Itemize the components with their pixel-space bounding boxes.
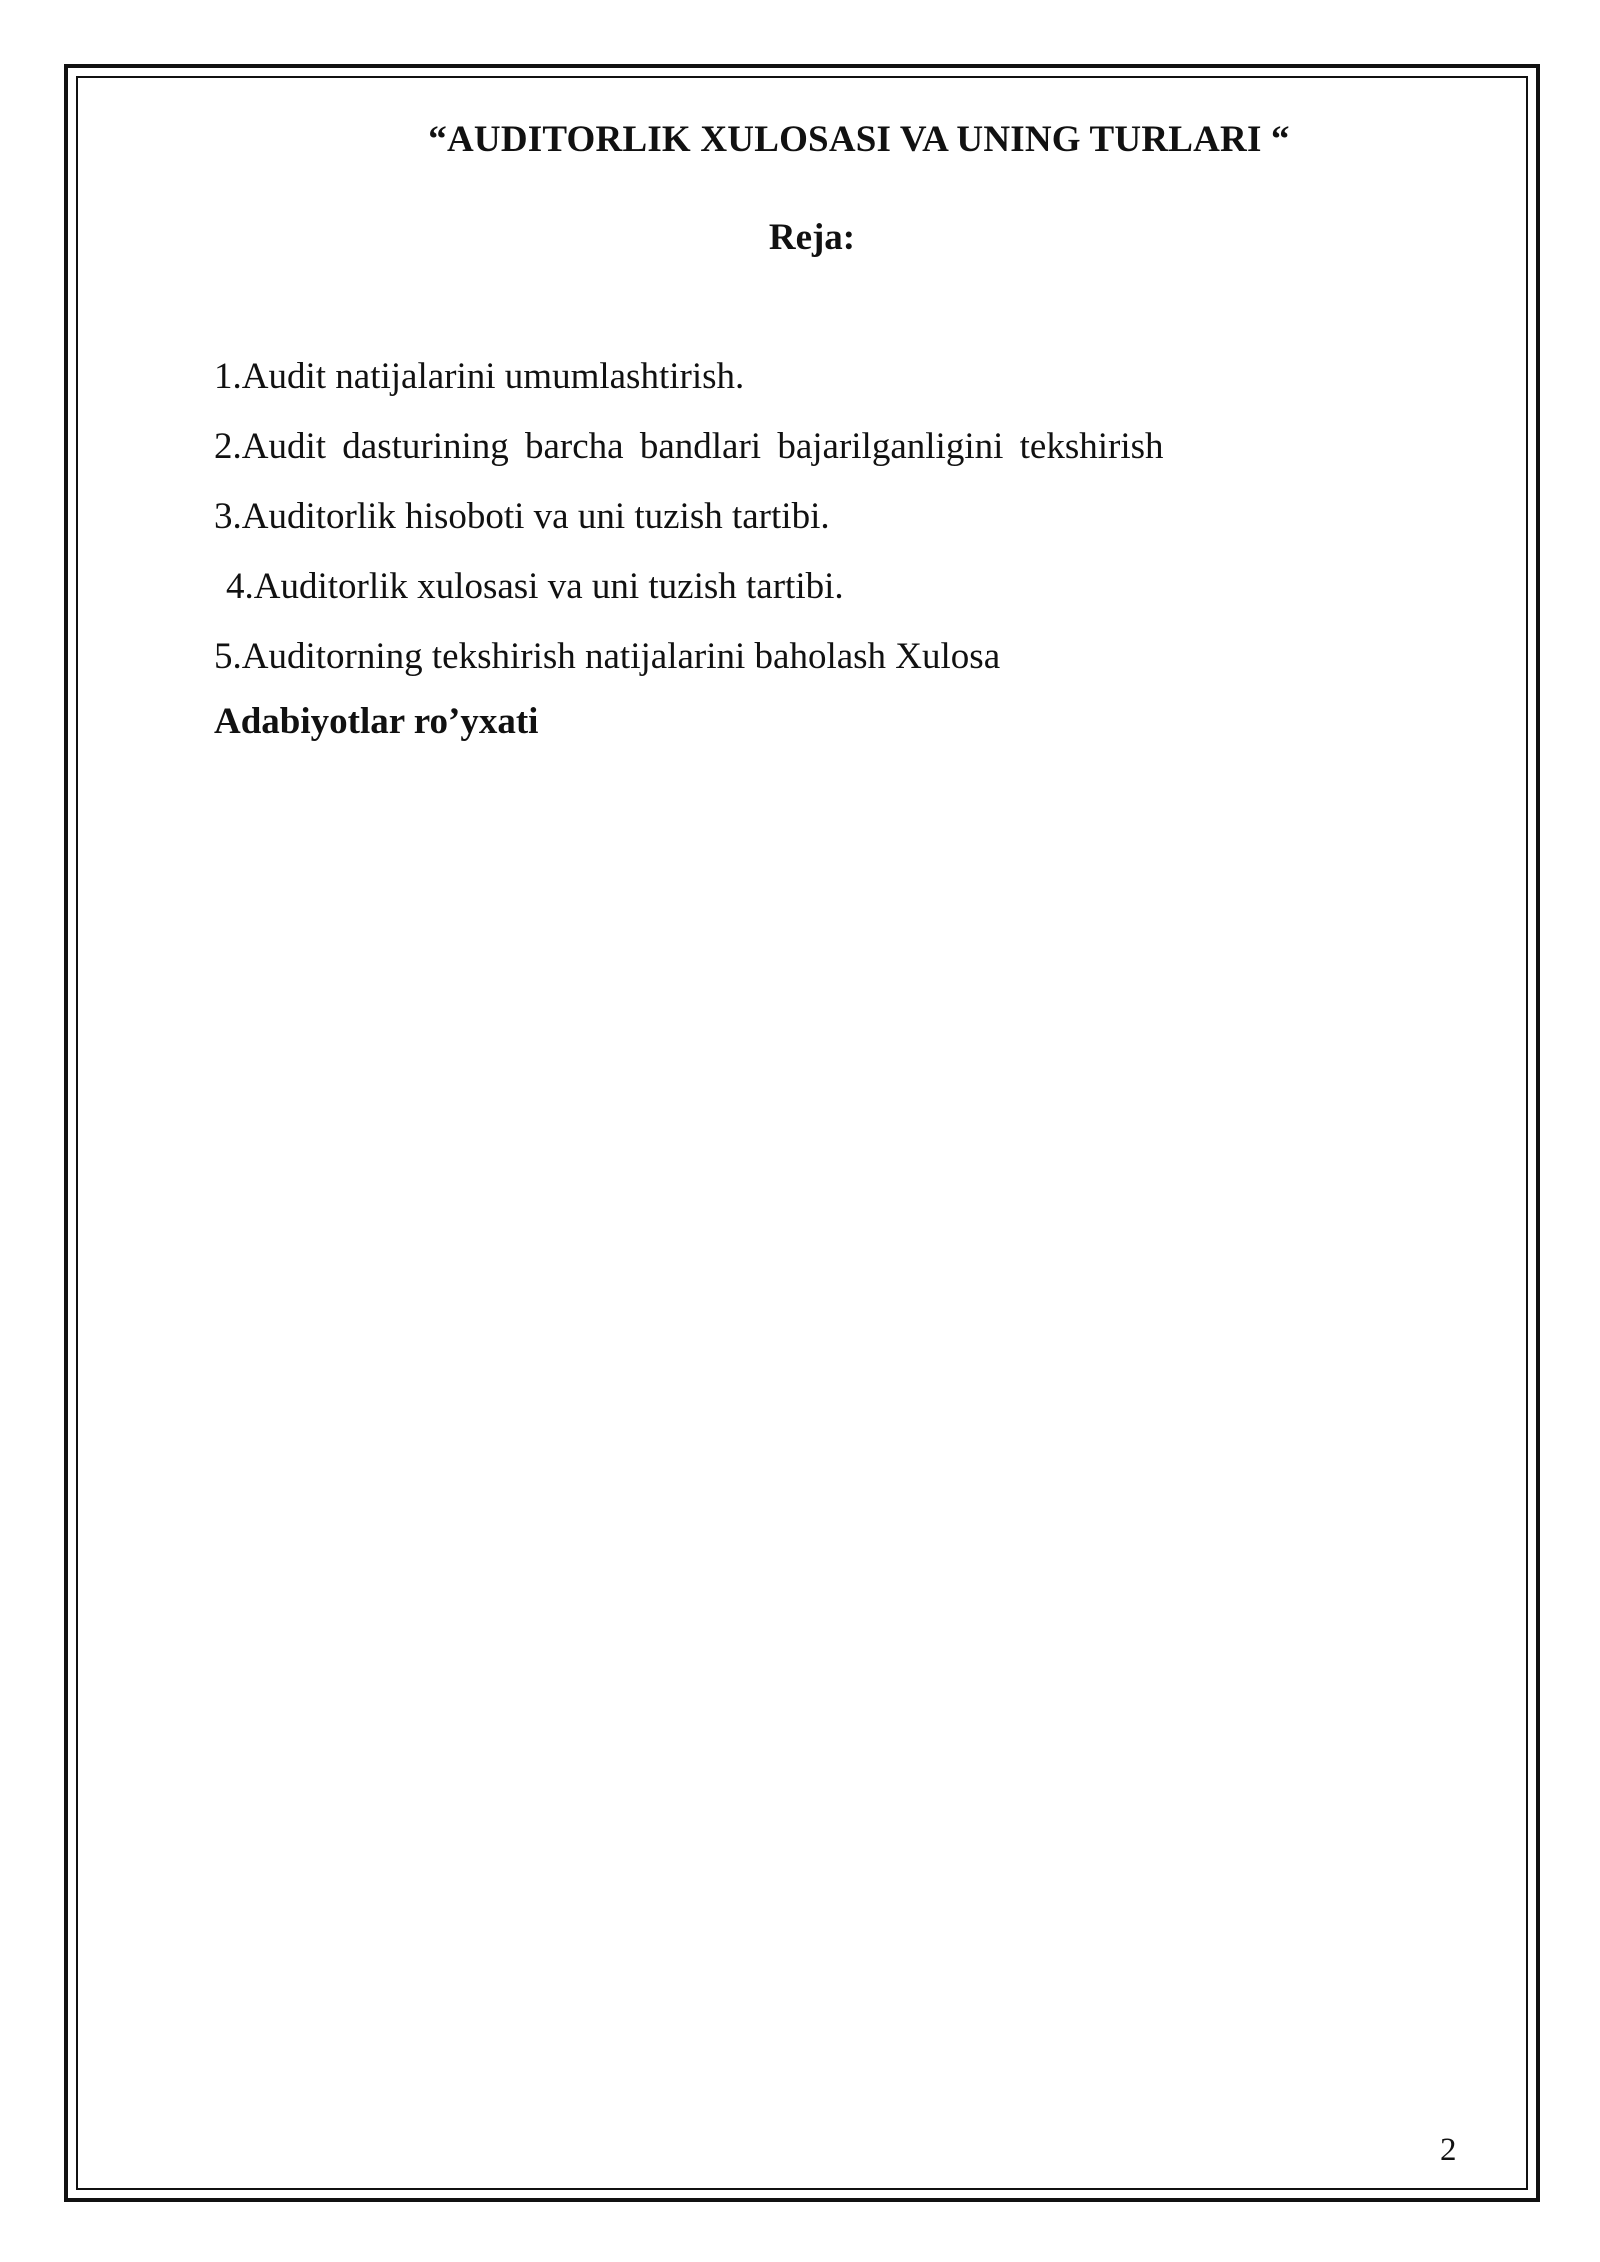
plan-heading: Reja: bbox=[768, 217, 856, 258]
plan-item-5: 5.Auditorning tekshirish natijalarini baholash Xulosa bbox=[214, 636, 1001, 677]
references-heading: Adabiyotlar ro’yxati bbox=[214, 701, 539, 742]
page-number: 2 bbox=[1440, 2132, 1457, 2168]
plan-item-2: 2.Audit dasturining barcha bandlari bajarilganligini tekshirish bbox=[214, 426, 1164, 467]
plan-list bbox=[214, 342, 1414, 692]
plan-item-1: 1.Audit natijalarini umumlashtirish. bbox=[214, 356, 745, 397]
document-title: “AUDITORLIK XULOSASI VA UNING TURLARI “ bbox=[428, 119, 1290, 160]
plan-item-3: 3.Auditorlik hisoboti va uni tuzish tartibi. bbox=[214, 496, 830, 537]
plan-item-4: 4.Auditorlik xulosasi va uni tuzish tartibi. bbox=[226, 566, 844, 607]
